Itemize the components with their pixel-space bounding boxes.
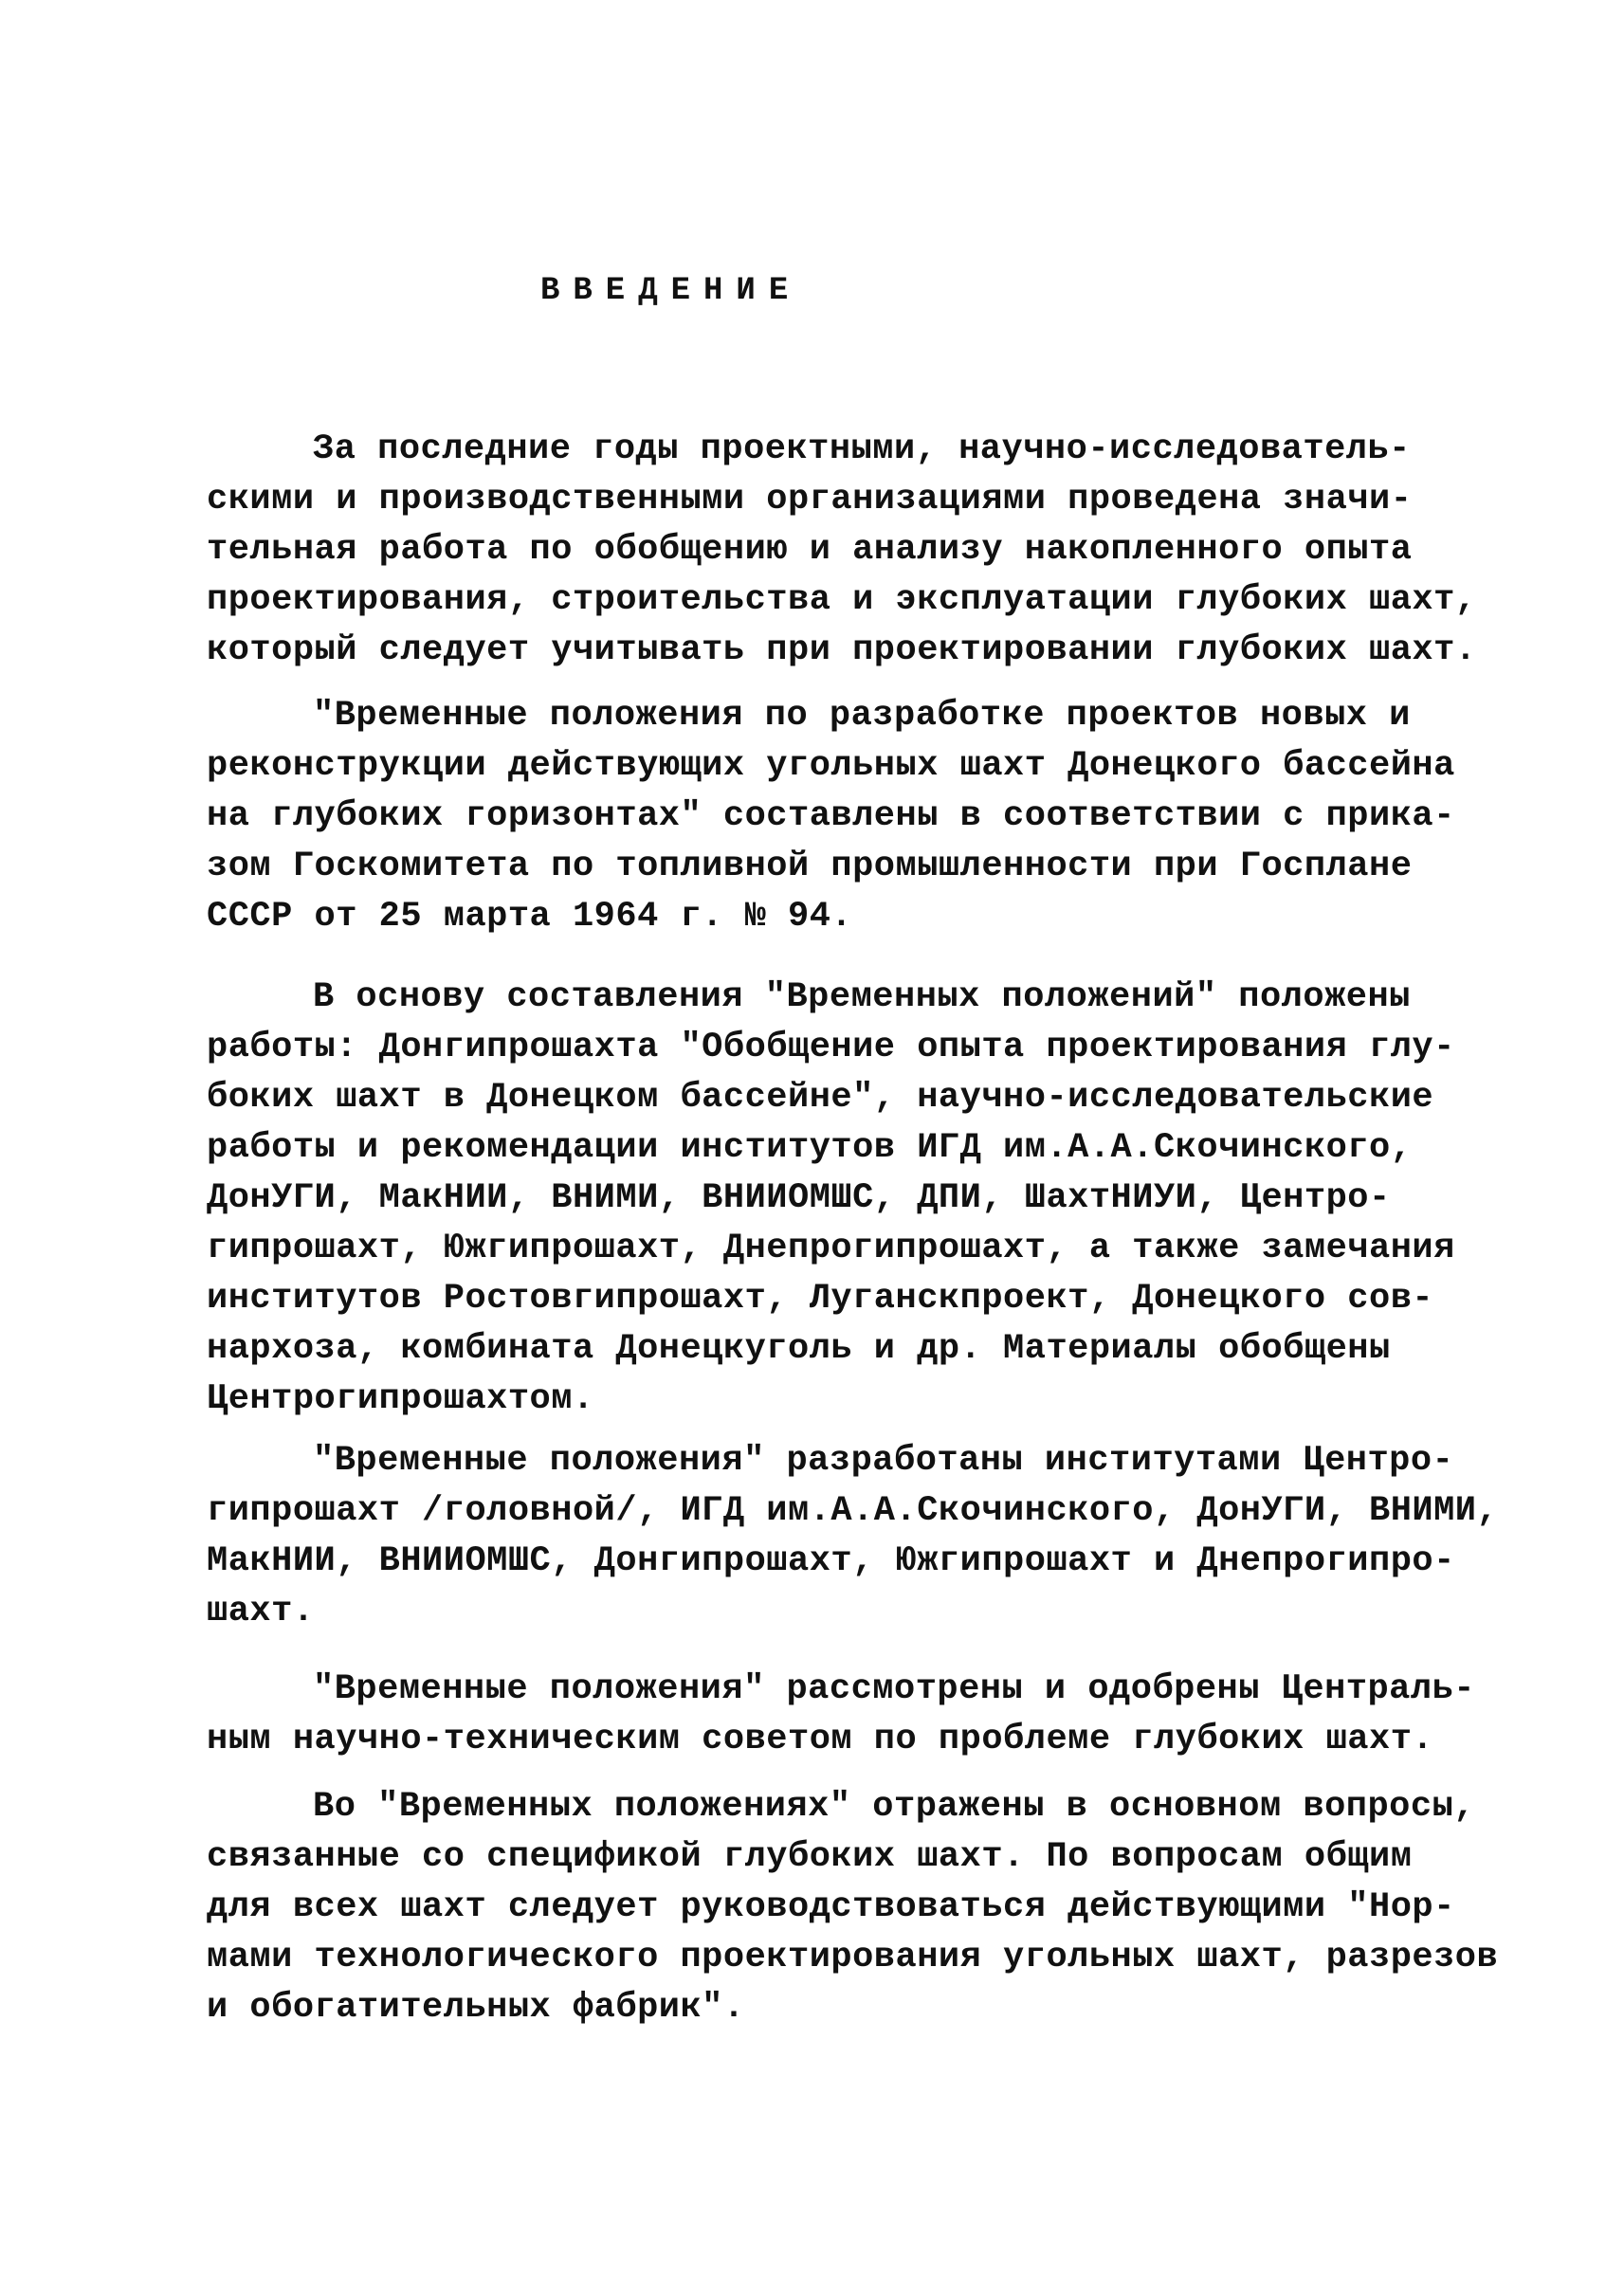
paragraph-6 bbox=[207, 1782, 1499, 2033]
paragraph-line: связанные со спецификой глубоких шахт. По вопросам общим bbox=[207, 1837, 1413, 1877]
paragraph-line: тельная работа по обобщению и анализу накопленного опыта bbox=[207, 530, 1413, 570]
paragraph-line: боких шахт в Донецком бассейне", научно-исследовательские bbox=[207, 1078, 1434, 1118]
paragraph-line: институтов Ростовгипрошахт, Луганскпроект, Донецкого сов- bbox=[207, 1279, 1434, 1319]
paragraph-line: гипрошахт, Южгипрошахт, Днепрогипрошахт, а также замечания bbox=[207, 1229, 1455, 1268]
paragraph-line: скими и производственными организациями проведена значи- bbox=[207, 480, 1413, 519]
paragraph-line: и обогатительных фабрик". bbox=[207, 1988, 745, 2028]
paragraph-line: нархоза, комбината Донецкуголь и др. Материалы обобщены bbox=[207, 1329, 1391, 1369]
page-title: ВВЕДЕНИЕ bbox=[540, 273, 802, 309]
paragraph-line: мами технологического проектирования угольных шахт, разрезов bbox=[207, 1938, 1499, 1977]
paragraph-line: шахт. bbox=[207, 1592, 315, 1631]
paragraph-line: гипрошахт /головной/, ИГД им.А.А.Скочинского, ДонУГИ, ВНИМИ, bbox=[207, 1491, 1499, 1531]
paragraph-line: ным научно-техническим советом по проблеме глубоких шахт. bbox=[207, 1720, 1434, 1759]
paragraph-line: реконструкции действующих угольных шахт Донецкого бассейна bbox=[207, 746, 1455, 786]
paragraph-line: ДонУГИ, МакНИИ, ВНИМИ, ВНИИОМШС, ДПИ, ШахтНИУИ, Центро- bbox=[207, 1178, 1391, 1218]
paragraph-2 bbox=[207, 691, 1455, 942]
paragraph-line: "Временные положения" разработаны институтами Центро- bbox=[313, 1441, 1454, 1481]
paragraph-1 bbox=[207, 425, 1477, 676]
paragraph-line: на глубоких горизонтах" составлены в соответствии с прика- bbox=[207, 796, 1455, 836]
paragraph-line: Центрогипрошахтом. bbox=[207, 1379, 594, 1419]
paragraph-line: За последние годы проектными, научно-исследователь- bbox=[313, 429, 1411, 469]
paragraph-line: "Временные положения по разработке проектов новых и bbox=[313, 696, 1411, 736]
paragraph-line: работы: Донгипрошахта "Обобщение опыта проектирования глу- bbox=[207, 1028, 1455, 1067]
paragraph-line: для всех шахт следует руководствоваться действующими "Нор- bbox=[207, 1887, 1455, 1927]
paragraph-line: проектирования, строительства и эксплуатации глубоких шахт, bbox=[207, 580, 1477, 620]
paragraph-line: МакНИИ, ВНИИОМШС, Донгипрошахт, Южгипрошахт и Днепрогипро- bbox=[207, 1541, 1455, 1581]
paragraph-line: В основу составления "Временных положений" положены bbox=[313, 977, 1411, 1017]
paragraph-4 bbox=[207, 1436, 1499, 1637]
paragraph-line: Во "Временных положениях" отражены в основном вопросы, bbox=[313, 1787, 1475, 1827]
paragraph-line: СССР от 25 марта 1964 г. № 94. bbox=[207, 897, 853, 937]
paragraph-5 bbox=[207, 1665, 1475, 1765]
paragraph-line: "Временные положения" рассмотрены и одобрены Централь- bbox=[313, 1669, 1475, 1709]
paragraph-line: работы и рекомендации институтов ИГД им.А.А.Скочинского, bbox=[207, 1128, 1413, 1168]
paragraph-line: зом Госкомитета по топливной промышленности при Госплане bbox=[207, 847, 1413, 886]
paragraph-line: который следует учитывать при проектировании глубоких шахт. bbox=[207, 630, 1477, 670]
paragraph-3 bbox=[207, 973, 1455, 1425]
